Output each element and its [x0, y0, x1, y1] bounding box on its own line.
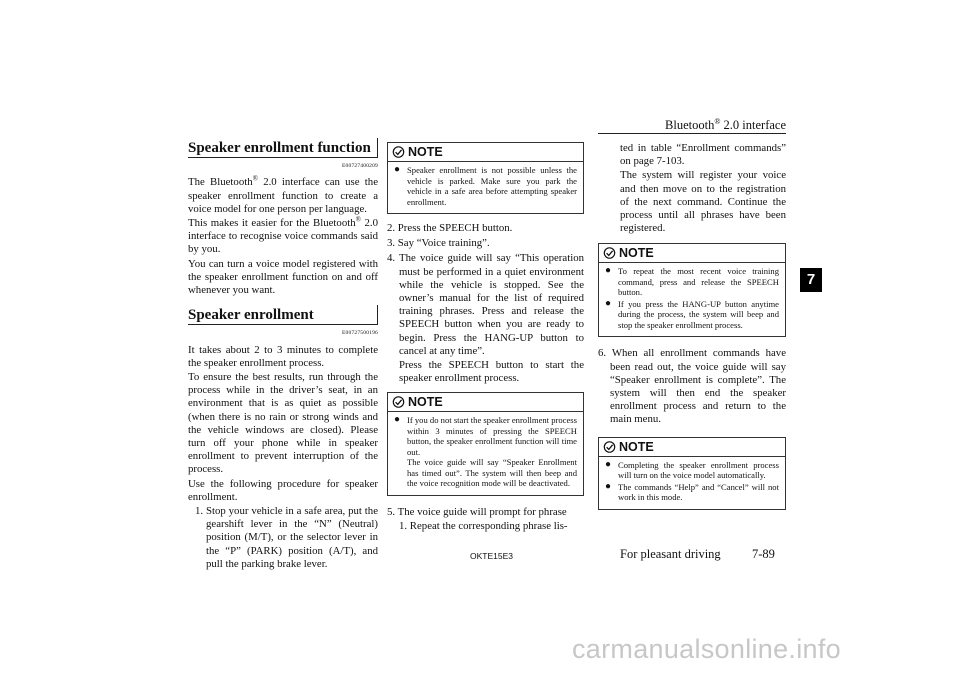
note-box: [387, 142, 584, 214]
chapter-tab[interactable]: 7: [800, 268, 822, 292]
bullet-icon: ●: [605, 265, 612, 277]
note-bullet: [605, 460, 779, 481]
bullet-icon: ●: [605, 458, 612, 470]
section-heading-speaker-enrollment-function: [188, 142, 378, 158]
bullet-icon: ●: [605, 297, 612, 309]
paragraph: To ensure the best results, run through the process while in the driver’s seat, in an environment that is as quiet as possible (when there is no rain or strong winds and the vehicle windows are closed). Please turn off your phone while in speaker enrollment to prevent interruption of the process.: [188, 371, 378, 476]
paragraph: Use the following procedure for speaker enrollment.: [188, 477, 378, 503]
note-box: [598, 243, 786, 337]
note-header: [599, 438, 785, 457]
paragraph: You can turn a voice model registered with the speaker enrollment function on and off whenever you want.: [188, 257, 378, 297]
procedure-substep-1: 1. Repeat the corresponding phrase lis-: [399, 520, 568, 533]
bullet-icon: ●: [394, 164, 401, 175]
text-run: 2.0 interface can use the speaker enrollment function to create a voice model for one person per language.: [188, 176, 378, 215]
column-middle: [387, 142, 584, 534]
note-label: NOTE: [619, 439, 654, 454]
registered-mark: ®: [252, 174, 258, 183]
note-bullet-text: The voice guide will say “Speaker Enrollment has timed out”. The system will then beep and the voice recognition mode will be deactivated.: [407, 457, 577, 489]
procedure-step-5: 5. The voice guide will prompt for phrase: [387, 505, 567, 518]
registered-mark: ®: [355, 215, 361, 224]
note-bullet-text: To repeat the most recent voice training command, press and release the SPEECH button.: [618, 266, 779, 298]
paragraph: It takes about 2 to 3 minutes to complete the speaker enrollment process.: [188, 343, 378, 369]
note-header: [388, 143, 583, 162]
note-bullet-text: If you press the HANG-UP button anytime during the process, the system will beep and stop the speaker enrollment process.: [618, 298, 779, 330]
note-box: [387, 392, 584, 496]
document-code: OKTE15E3: [470, 551, 513, 561]
note-header: [388, 393, 583, 412]
bullet-icon: ●: [605, 480, 612, 492]
info-icon: [603, 247, 616, 259]
column-left: [188, 142, 378, 572]
note-bullet: [605, 299, 779, 331]
procedure-substep-continued: ted in table “Enrollment commands” on page 7-103.: [620, 142, 786, 168]
column-right: [598, 142, 786, 518]
text-run: This makes it easier for the Bluetooth: [188, 217, 356, 230]
note-bullet: [605, 482, 779, 503]
section-heading-text: Speaker enrollment: [188, 307, 314, 324]
procedure-substep-description: The system will register your voice and then move on to the registration of the next command. Continue the process until all phrases have been registered.: [620, 169, 786, 235]
header-registered-mark: ®: [714, 116, 721, 126]
procedure-step-3: 3. Say “Voice training”.: [387, 237, 490, 250]
note-bullet: [394, 415, 577, 489]
info-icon: [603, 441, 616, 453]
note-bullet: [394, 165, 577, 207]
section-code: E00727400209: [341, 163, 378, 170]
info-icon: [392, 396, 405, 408]
page-header-title: [665, 118, 786, 133]
header-title-main: Bluetooth: [665, 118, 715, 132]
note-label: NOTE: [408, 145, 443, 159]
note-bullet-text: If you do not start the speaker enrollment process within 3 minutes of pressing the SPEECH button, the speaker enrollment function will time out.: [407, 415, 577, 457]
note-header: [599, 244, 785, 263]
info-icon: [392, 146, 405, 158]
procedure-step-6: 6. When all enrollment commands have been read out, the voice guide will say “Speaker enrollment is complete”. The system will then end the speaker enrollment process and return to the main menu.: [598, 347, 786, 426]
procedure-step-4-continued: Press the SPEECH button to start the speaker enrollment process.: [399, 359, 584, 385]
watermark: carmanualsonline.info: [572, 634, 841, 664]
paragraph: [188, 217, 378, 257]
note-bullet-text: Speaker enrollment is not possible unless the vehicle is parked. Make sure you park the vehicle in a safe area before attempting speaker enrollment.: [407, 165, 577, 207]
text-run: 2.0 interface to recognise voice commands said by you.: [188, 217, 378, 256]
section-heading-text: Speaker enrollment function: [188, 140, 371, 156]
note-box: [598, 437, 786, 510]
paragraph: [188, 176, 378, 216]
section-heading-speaker-enrollment: [188, 309, 378, 325]
note-label: NOTE: [408, 395, 443, 410]
section-code: E00727500196: [341, 330, 378, 337]
procedure-step-2: 2. Press the SPEECH button.: [387, 222, 513, 234]
footer-section-name: For pleasant driving: [620, 547, 721, 561]
note-bullet: [605, 266, 779, 298]
note-bullet-text: Completing the speaker enrollment process will turn on the voice model automatically.: [618, 459, 779, 481]
procedure-step-4: 4. The voice guide will say “This operation must be performed in a quiet environment while the vehicle is stopped. See the owner’s manual for the list of required training phrases. Press and release the SPEECH button when you are ready to begin. Press the HANG-UP button to cancel at any time”.: [387, 252, 584, 357]
heading-tick: [377, 305, 378, 325]
text-run: The Bluetooth: [188, 176, 253, 189]
note-label: NOTE: [619, 246, 654, 261]
heading-tick: [377, 138, 378, 158]
page-number: 7-89: [752, 547, 775, 561]
header-title-rest: 2.0 interface: [720, 118, 786, 132]
note-bullet-text: The commands “Help” and “Cancel” will not work in this mode.: [618, 481, 779, 503]
bullet-icon: ●: [394, 414, 401, 426]
procedure-step-1: 1. Stop your vehicle in a safe area, put the gearshift lever in the “N” (Neutral) position (M/T), or the selector lever in the “P” (PARK) position (A/T), and pull the parking brake lever.: [195, 505, 378, 570]
header-rule: [598, 133, 786, 134]
